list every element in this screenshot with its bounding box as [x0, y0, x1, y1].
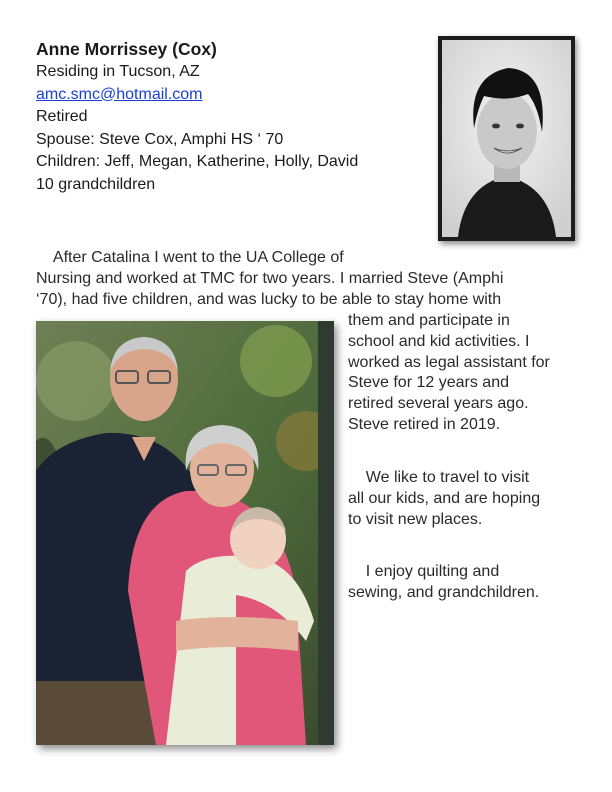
yearbook-portrait-photo	[438, 36, 575, 241]
bio-line: to visit new places.	[348, 510, 483, 528]
email-link[interactable]: amc.smc@hotmail.com	[36, 85, 203, 103]
person-name: Anne Morrissey (Cox)	[36, 39, 217, 59]
residence: Residing in Tucson, AZ	[36, 63, 200, 80]
bio-intro	[36, 248, 503, 310]
family-photo	[36, 321, 334, 745]
profile-header	[36, 38, 426, 196]
bio-line: all our kids, and are hoping	[348, 489, 541, 507]
bio-line: We like to travel to visit	[348, 469, 530, 486]
bio-line: school and kid activities. I	[348, 332, 530, 350]
bio-line: ‘70), had five children, and was lucky to be able to stay home with	[36, 290, 502, 308]
bio-line: After Catalina I went to the UA College of	[36, 249, 344, 266]
status: Retired	[36, 108, 88, 125]
bio-line: I enjoy quilting and	[348, 563, 500, 580]
bio-line: them and participate in	[348, 312, 510, 329]
bio-line: Nursing and worked at TMC for two years. I married Steve (Amphi	[36, 269, 504, 287]
bio-line: Steve for 12 years and	[348, 374, 509, 392]
bio-line: worked as legal assistant for	[348, 353, 550, 371]
children: Children: Jeff, Megan, Katherine, Holly, David	[36, 153, 359, 170]
grandchildren: 10 grandchildren	[36, 175, 156, 193]
bio-line: Steve retired in 2019.	[348, 415, 501, 433]
bio-travel-paragraph	[348, 468, 540, 530]
bio-line: retired several years ago.	[348, 395, 529, 413]
spouse: Spouse: Steve Cox, Amphi HS ‘ 70	[36, 130, 284, 148]
bio-side-column	[348, 311, 550, 436]
bio-hobby-paragraph	[348, 562, 539, 604]
bio-line: sewing, and grandchildren.	[348, 583, 540, 601]
